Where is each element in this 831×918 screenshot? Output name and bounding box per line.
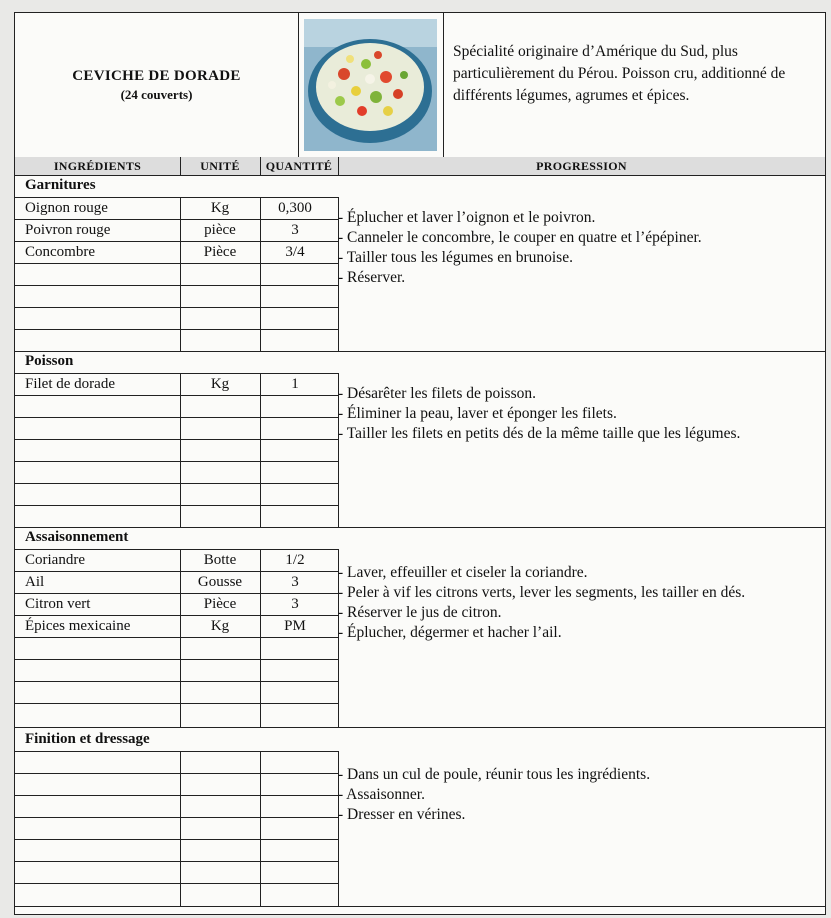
divider xyxy=(15,505,338,506)
divider xyxy=(260,751,261,906)
divider xyxy=(15,703,338,704)
divider xyxy=(15,395,338,396)
step: - Tailler les filets en petits dés de la même taille que les légumes. xyxy=(338,425,741,442)
divider xyxy=(15,329,338,330)
divider xyxy=(15,417,338,418)
section-title-garnitures: Garnitures xyxy=(25,177,96,193)
divider xyxy=(180,751,181,906)
ceviche-bowl-photo-icon xyxy=(304,19,437,151)
ingredient-name: Citron vert xyxy=(25,596,91,612)
step: - Peler à vif les citrons verts, lever les segments, les tailler en dés. xyxy=(338,584,746,601)
divider xyxy=(180,157,181,176)
section-divider xyxy=(15,527,825,528)
section-title-assaisonnement: Assaisonnement xyxy=(25,529,129,545)
ingredient-unit: Pièce xyxy=(203,596,237,612)
divider xyxy=(15,795,338,796)
divider xyxy=(338,157,339,176)
progression-poisson xyxy=(338,384,823,444)
ingredient-qty: PM xyxy=(284,618,306,634)
ingredient-unit: Botte xyxy=(203,552,237,568)
ingredient-unit: Pièce xyxy=(203,244,237,260)
recipe-description: Spécialité originaire d’Amérique du Sud, plus particulièrement du Pérou. Poisson cru, additionné de différents légumes, agrumes et épices. xyxy=(453,43,786,104)
step: - Éplucher et laver l’oignon et le poivron. xyxy=(338,209,596,226)
divider xyxy=(260,157,261,176)
divider xyxy=(15,659,338,660)
ingredient-qty: 1 xyxy=(291,376,299,392)
ingredient-name: Ail xyxy=(25,574,45,590)
section-title-poisson: Poisson xyxy=(25,353,74,369)
divider xyxy=(15,817,338,818)
col-header-ingredients xyxy=(15,157,180,176)
ingredient-name: Concombre xyxy=(25,244,95,260)
ingredient-name: Oignon rouge xyxy=(25,200,108,216)
ingredient-name: Coriandre xyxy=(25,552,85,568)
col-header-ingredients-label: INGRÉDIENTS xyxy=(53,159,142,173)
step: - Éplucher, dégermer et hacher l’ail. xyxy=(338,624,562,641)
recipe-sheet xyxy=(14,12,826,915)
section-divider xyxy=(15,727,825,728)
recipe-servings: (24 couverts) xyxy=(120,86,193,102)
col-header-unit-label: UNITÉ xyxy=(200,159,240,173)
step: - Dans un cul de poule, réunir tous les ingrédients. xyxy=(338,766,651,783)
divider xyxy=(15,637,338,638)
divider xyxy=(15,839,338,840)
step: - Dresser en vérines. xyxy=(338,806,466,823)
divider xyxy=(15,439,338,440)
divider xyxy=(15,263,338,264)
step: - Éliminer la peau, laver et éponger les filets. xyxy=(338,405,617,422)
divider xyxy=(15,773,338,774)
recipe-header xyxy=(15,13,825,158)
ingredient-unit: Kg xyxy=(210,376,230,392)
progression-finition xyxy=(338,765,823,825)
ingredient-qty: 3/4 xyxy=(285,244,305,260)
ingredient-unit: Gousse xyxy=(197,574,243,590)
step: - Réserver. xyxy=(338,269,406,286)
ingredient-qty: 0,300 xyxy=(278,200,312,216)
divider xyxy=(15,461,338,462)
ingredient-name: Filet de dorade xyxy=(25,376,115,392)
divider xyxy=(15,483,338,484)
recipe-title: CEVICHE DE DORADE xyxy=(72,67,241,84)
divider xyxy=(15,883,338,884)
col-header-progression xyxy=(338,157,825,176)
ingredient-qty: 3 xyxy=(291,222,299,238)
col-header-progression-label: PROGRESSION xyxy=(536,159,627,173)
progression-garnitures xyxy=(338,208,823,288)
col-header-quantity-label: QUANTITÉ xyxy=(265,159,333,173)
step: - Laver, effeuiller et ciseler la coriandre. xyxy=(338,564,588,581)
ingredient-unit: Kg xyxy=(210,618,230,634)
dish-photo xyxy=(298,13,444,157)
step: - Réserver le jus de citron. xyxy=(338,604,502,621)
step: - Tailler tous les légumes en brunoise. xyxy=(338,249,573,266)
section-divider xyxy=(15,906,825,907)
col-header-unit xyxy=(180,157,260,176)
ingredient-name: Épices mexicaine xyxy=(25,618,131,634)
title-box xyxy=(15,13,299,157)
step: - Désarêter les filets de poisson. xyxy=(338,385,536,402)
divider xyxy=(15,861,338,862)
divider xyxy=(15,285,338,286)
ingredient-unit: Kg xyxy=(210,200,230,216)
divider xyxy=(15,681,338,682)
divider xyxy=(180,373,181,527)
section-divider xyxy=(15,351,825,352)
step: - Canneler le concombre, le couper en quatre et l’épépiner. xyxy=(338,229,702,246)
divider xyxy=(15,751,338,752)
step: - Assaisonner. xyxy=(338,786,425,803)
divider xyxy=(260,373,261,527)
divider xyxy=(15,307,338,308)
ingredient-qty: 3 xyxy=(291,596,299,612)
ingredient-name: Poivron rouge xyxy=(25,222,111,238)
ingredient-unit: pièce xyxy=(204,222,236,238)
col-header-quantity xyxy=(260,157,338,176)
ingredient-qty: 3 xyxy=(291,574,299,590)
section-title-finition: Finition et dressage xyxy=(25,731,150,747)
ingredient-qty: 1/2 xyxy=(285,552,305,568)
progression-assaisonnement xyxy=(338,563,823,643)
